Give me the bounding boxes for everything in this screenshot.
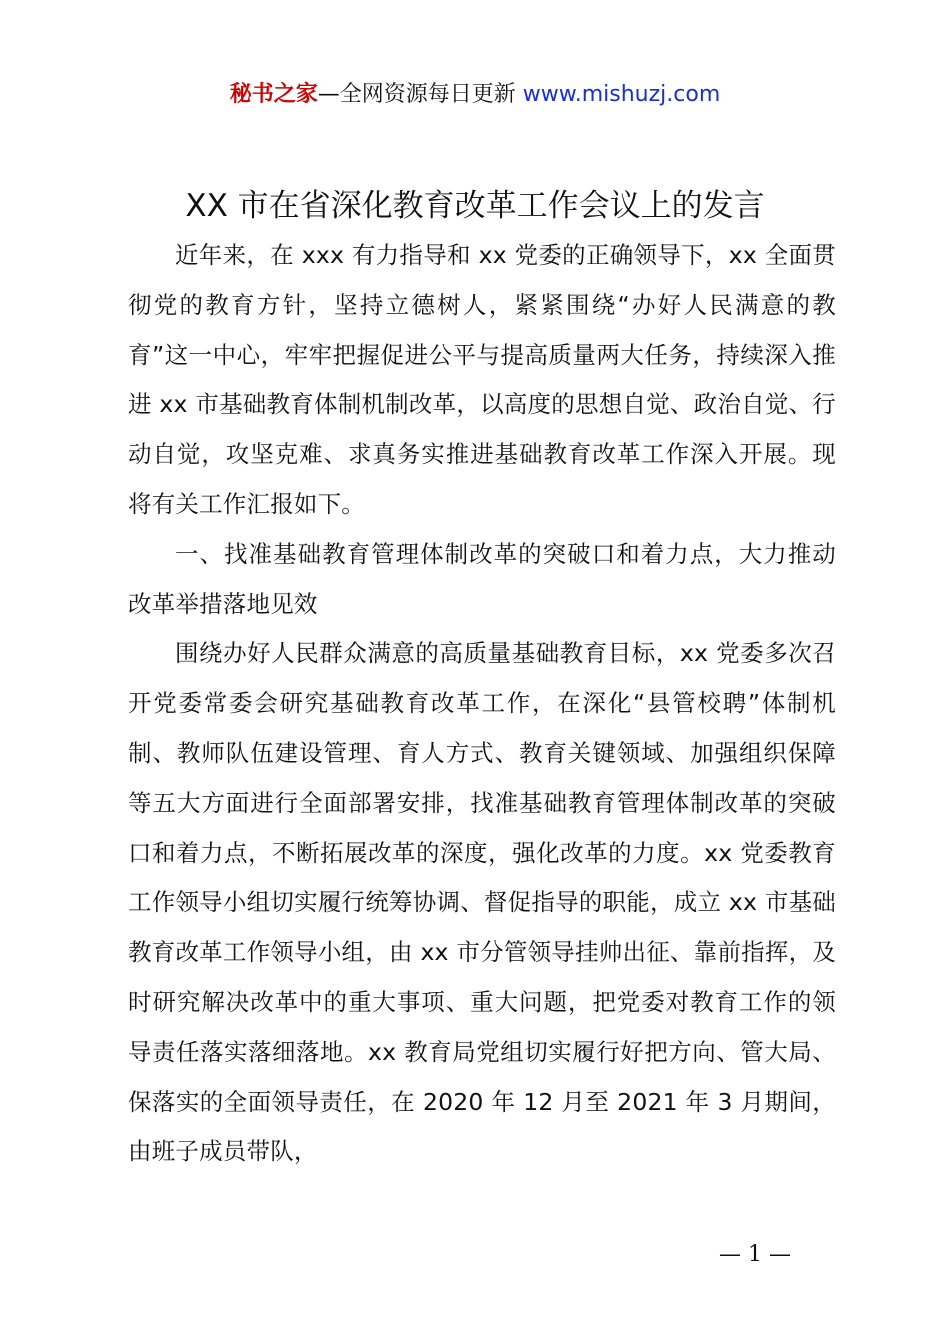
- header-tagline: —全网资源每日更新: [317, 82, 523, 107]
- site-header: [0, 80, 950, 110]
- document-body: [128, 231, 836, 1177]
- document-title: XX 市在省深化教育改革工作会议上的发言: [185, 188, 765, 224]
- paragraph-intro: 近年来，在 xxx 有力指导和 xx 党委的正确领导下，xx 全面贯彻党的教育方针，坚持立德树人，紧紧围绕“办好人民满意的教育”这一中心，牢牢把握促进公平与提高质量两大任务，持续深入推进 xx 市基础教育体制机制改革，以高度的思想自觉、政治自觉、行动自觉，攻坚克难、求真务实推进基础教育改革工作深入开展。现将有关工作汇报如下。: [128, 241, 836, 518]
- site-url: www.mishuzj.com: [522, 82, 721, 107]
- section-heading-1: 一、找准基础教育管理体制改革的突破口和着力点，大力推动改革举措落地见效: [128, 539, 836, 618]
- page-number: — 1 —: [719, 1242, 791, 1267]
- brand-name: 秘书之家: [229, 82, 318, 107]
- paragraph-section-1: 围绕办好人民群众满意的高质量基础教育目标，xx 党委多次召开党委常委会研究基础教育改革工作，在深化“县管校聘”体制机制、教师队伍建设管理、育人方式、教育关键领域、加强组织保障等五大方面进行全面部署安排，找准基础教育管理体制改革的突破口和着力点，不断拓展改革的深度，强化改革的力度。xx 党委教育工作领导小组切实履行统筹协调、督促指导的职能，成立 xx 市基础教育改革工作领导小组，由 xx 市分管领导挂帅出征、靠前指挥，及时研究解决改革中的重大事项、重大问题，把党委对教育工作的领导责任落实落细落地。xx 教育局党组切实履行好把方向、管大局、保落实的全面领导责任，在 2020 年 12 月至 2021 年 3 月期间，由班子成员带队，: [128, 639, 836, 1166]
